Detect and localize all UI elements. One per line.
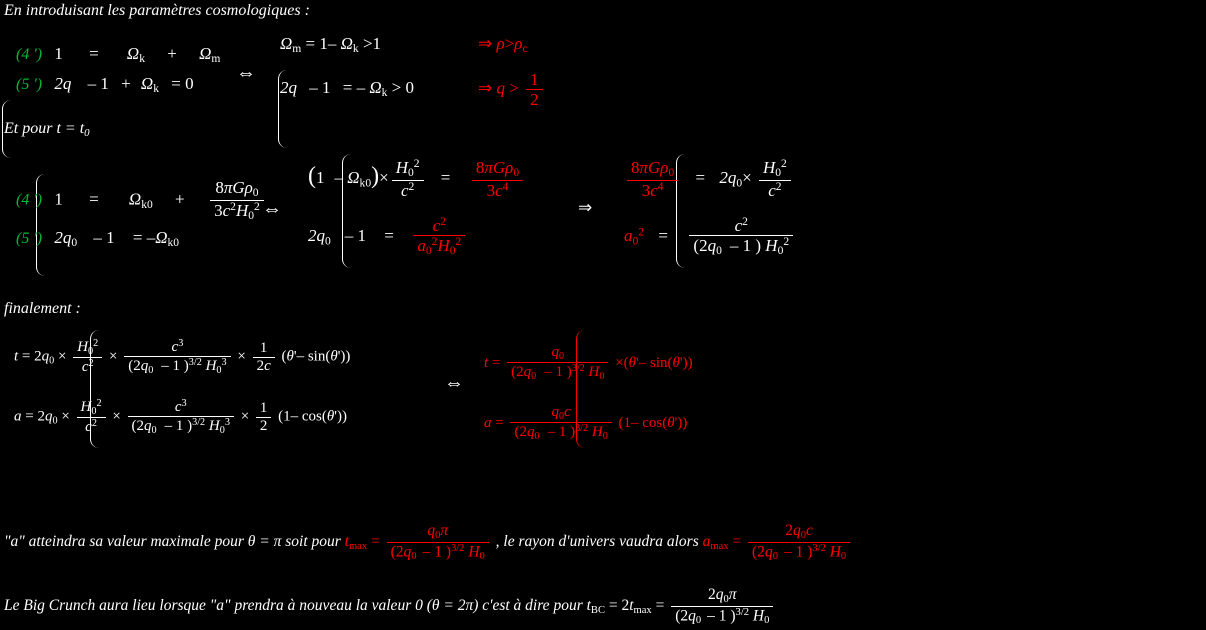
block1-mid-row2: 2q – 1 = – $\Omega_k > 0$ (280, 78, 415, 100)
block2-mid-row2: $2q_0 - 1$ = $\frac{c^2}{a_0^2H_0^2}$ (308, 216, 468, 258)
equiv-block2: ⇔ (262, 198, 282, 220)
implies-block1-row1: ⇒ $\rho>\rho_c$ (478, 34, 528, 56)
block2-right-row2: $a_0^2$ = $\frac{c^2}{(2q_0 - 1 ) H_0^2}$ (624, 216, 796, 258)
block2-mid-row1: $(1 - \Omega_{k0})\times$ $\frac{H_0^2}{c^2}$ = $\frac{8\pi G\rho_0}{3c^4}$ (308, 158, 526, 200)
footer-paragraph-1: "a" atteindra sa valeur maximale pour θ = π soit pour $t_{max}$ = $\frac{q_0\pi}{(2q_0 - 1 )^{3/2} H_0}$ , le rayon d'univers vaudra alors $a_{max}$ = $\frac{2q_0c}{(2q_0 - 1 )^{3/2} H_0}$ (4, 522, 853, 563)
block2-right-row1: $\frac{8\pi G\rho_0}{3c^4}$ = $2q_0\times$ $\frac{H_0^2}{c^2}$ (624, 158, 794, 200)
footer-paragraph-2: Le Big Crunch aura lieu lorsque "a" prendra à nouveau la valeur 0 (θ = 2π) c'est à dire pour $t_{BC} = 2t_{max}$ = $\frac{2q_0\pi}{(2q_0 - 1 )^{3/2} H_0}$ (4, 586, 776, 627)
block1-mid-row1: $\Omega_m = 1-$ $\Omega_k >1$ (280, 34, 382, 56)
block2-row1: (4 ') $1 = \Omega_{k0}$ + $\frac{8\pi G\rho_0}{3c^2H_0^2}$ (16, 178, 267, 223)
footer-p2-text-a: Le Big Crunch aura lieu lorsque "a" prendra à nouveau la valeur 0 (θ = 2π) c'est à dire pour (4, 596, 587, 614)
block2-row2: (5 ') $2q_0 - 1 = -\Omega_{k0}$ (16, 228, 180, 250)
eq-tag-4prime-b: (4 ') (16, 191, 43, 209)
implies-block1-row2: ⇒ q > $\frac{1}{2}$ (478, 70, 546, 109)
equiv-block3: ⇔ (444, 372, 464, 394)
block3-right-row2: a = $\frac{q_0c}{(2q_0 - 1 )^{3/2} H_0}$ (1– cos(θ')) (484, 404, 688, 443)
block1-row2: (5 ') $2q - 1 + \Omega_k = 0$ (16, 74, 194, 96)
implies-block2: ⇒ (578, 198, 593, 217)
block3-right-row1: t = $\frac{q_0}{(2q_0 - 1 )^{3/2} H_0}$ ×(θ'– sin(θ')) (484, 344, 693, 383)
intro-line: En introduisant les paramètres cosmologiques : (4, 2, 310, 19)
footer-p1-text-a: "a" atteindra sa valeur maximale pour θ = π soit pour (4, 532, 345, 550)
footer-p1-text-b: , le rayon d'univers vaudra alors (495, 532, 703, 550)
block3-left-row1: $t = 2q_0$ × $\frac{H_0^2}{c^2}$ × $\frac{c^3}{(2q_0 - 1 )^{3/2} H_0^3}$ × $\frac{1}{2c}$ (θ'– sin(θ')) (14, 338, 351, 376)
eq-tag-5prime: (5 ') (16, 76, 43, 93)
equiv-block1: ⇔ (236, 62, 256, 84)
block3-left-row2: $a = 2q_0$ × $\frac{H_0^2}{c^2}$ × $\frac{c^3}{(2q_0 - 1 )^{3/2} H_0^3}$ × $\frac{1}{2}$ (1– cos(θ')) (14, 398, 347, 436)
eq-tag-5prime-b: (5 ') (16, 230, 43, 247)
et-pour-line: Et pour $t = t_0$ (4, 120, 90, 140)
eq-tag-4prime: (4 ') (16, 46, 43, 63)
block1-row1: (4 ') $1 = \Omega_k + \Omega_m$ (16, 44, 221, 66)
finalement-line: finalement : (4, 300, 81, 317)
